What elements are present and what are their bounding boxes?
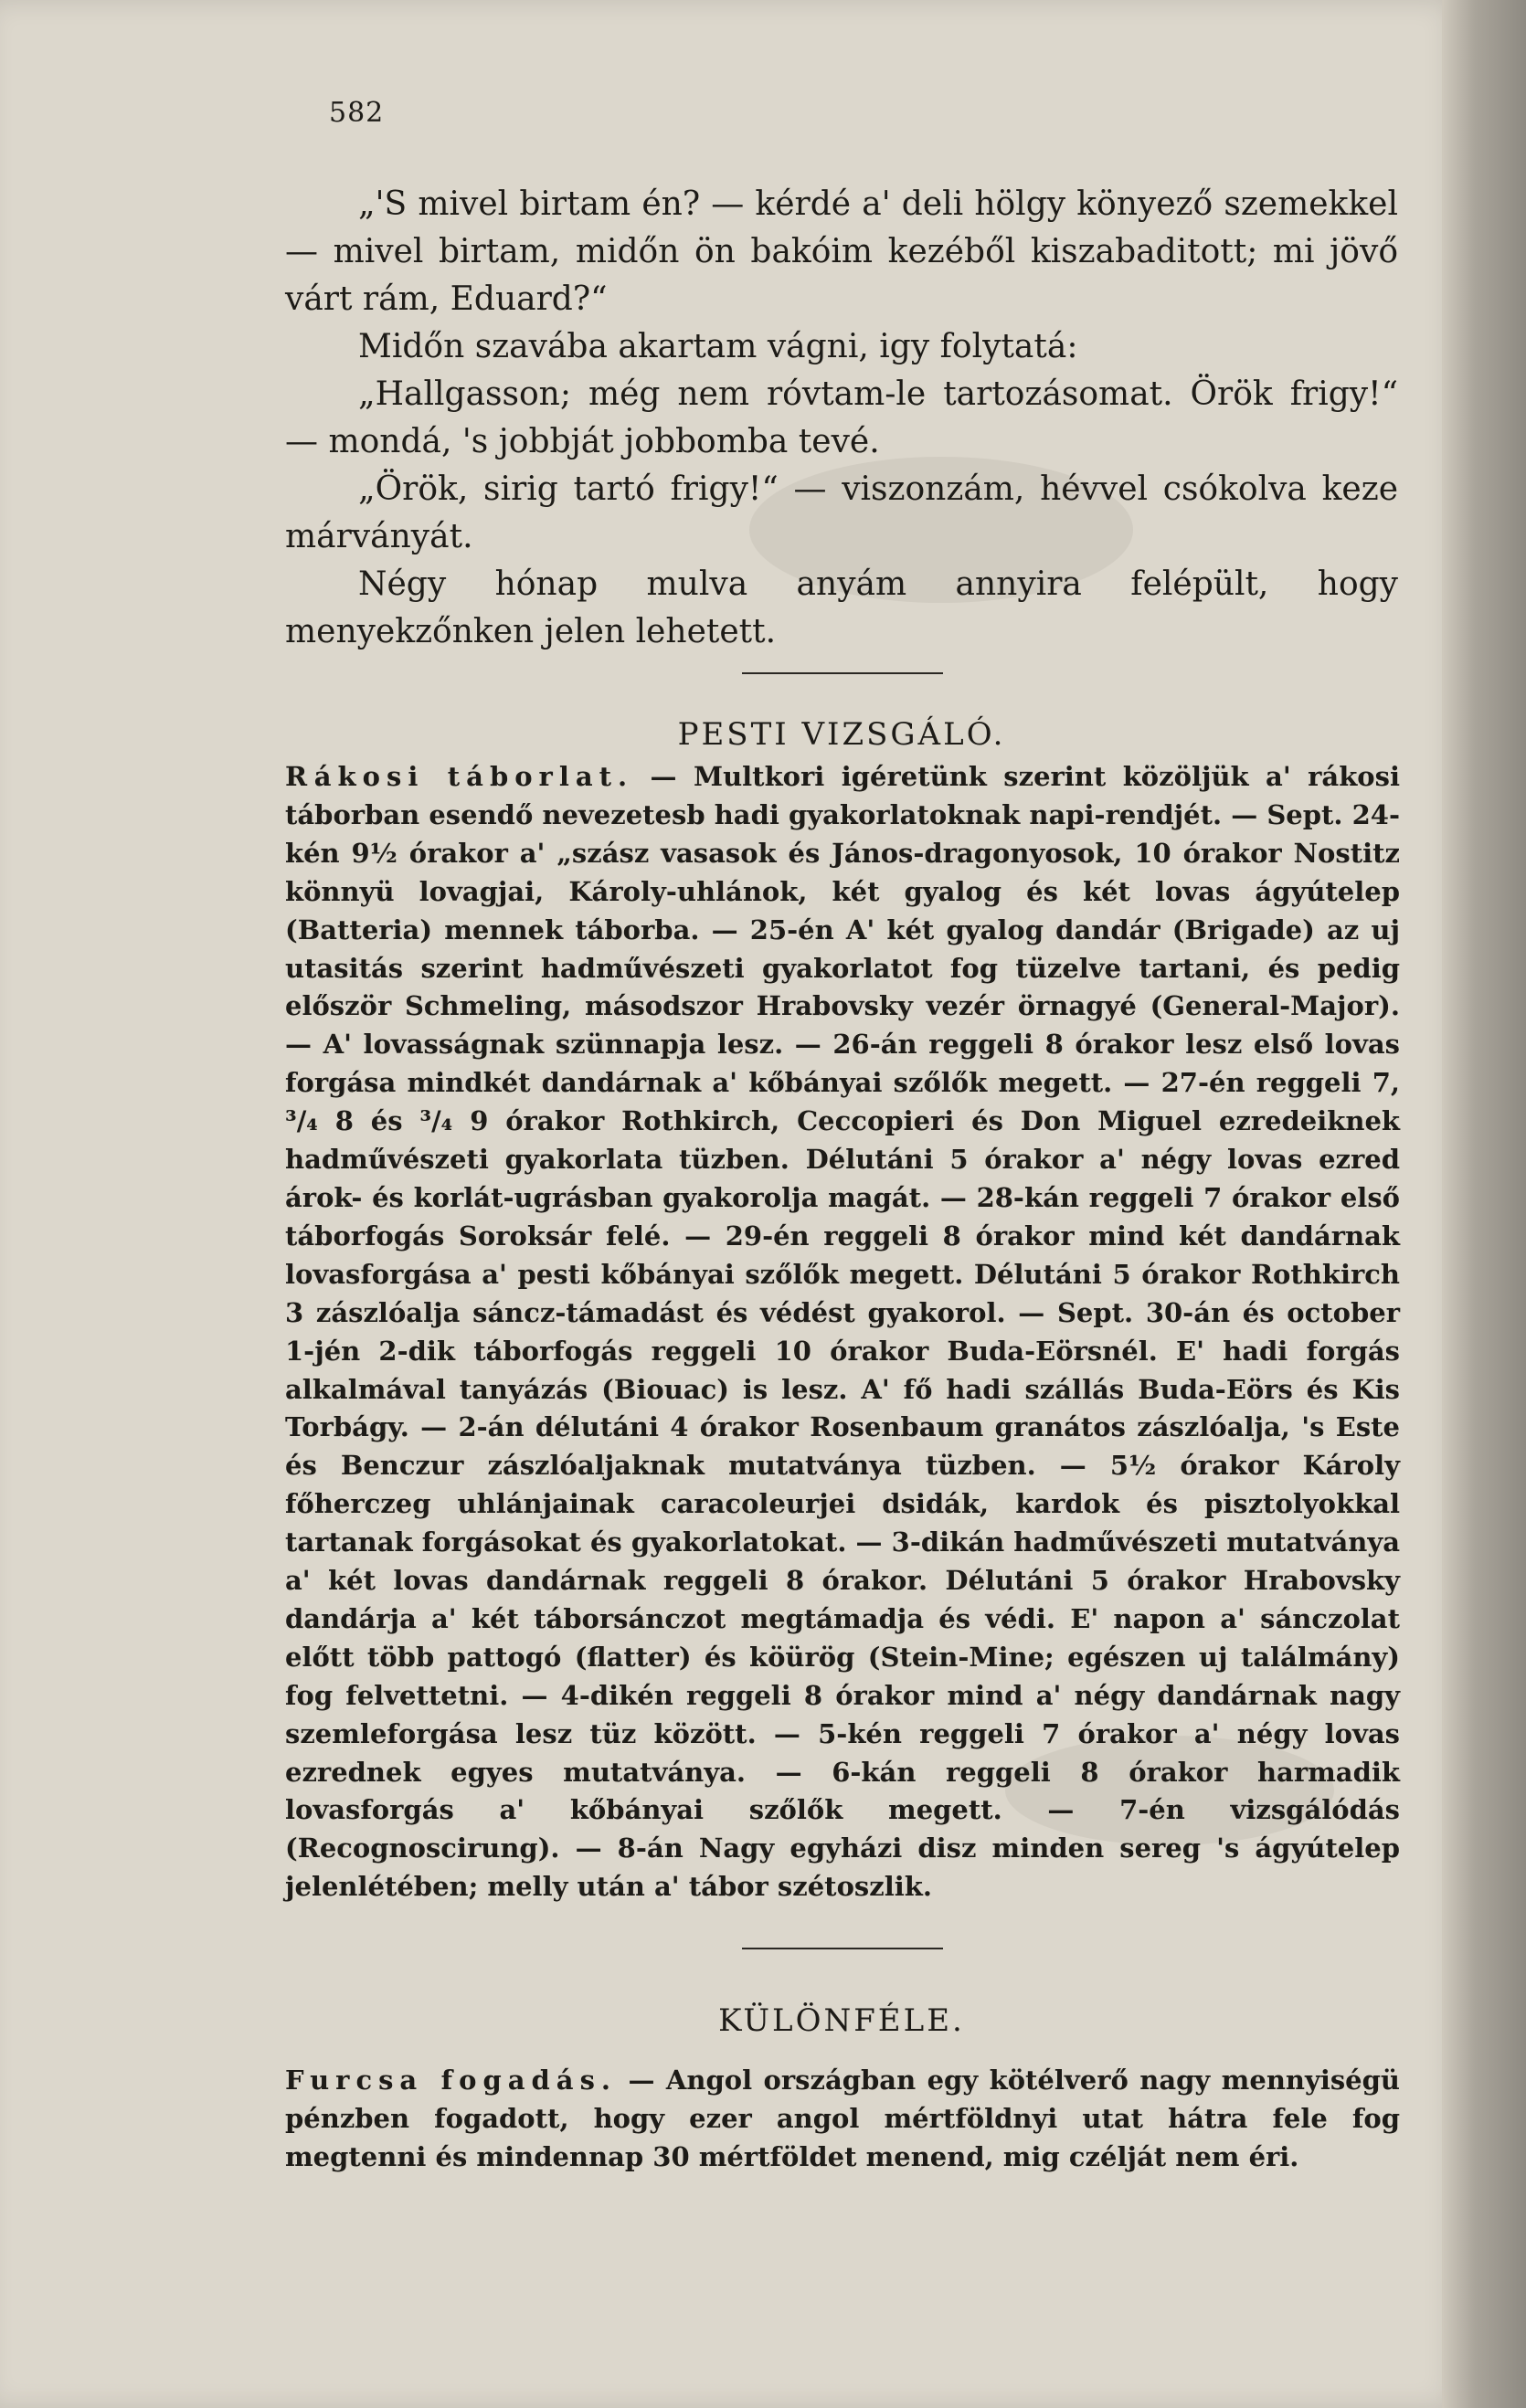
article-lead: Rákosi táborlat. bbox=[285, 761, 634, 792]
story-text bbox=[285, 181, 1398, 656]
story-paragraph: „Hallgasson; még nem róvtam-le tartozásomat. Örök frigy!“ — mondá, 's jobbját jobbomba tevé. bbox=[285, 375, 1398, 460]
section-title-kulonfele: KÜLÖNFÉLE. bbox=[718, 2002, 965, 2039]
article-lead: Furcsa fogadás. bbox=[285, 2065, 618, 2096]
story-paragraph: „'S mivel birtam én? — kérdé a' deli hölgy könyező szemekkel — mivel birtam, midőn ön bakóim kezéből kiszabaditott; mi jövő várt rám, Eduard?“ bbox=[285, 185, 1398, 318]
misc-article bbox=[285, 2061, 1400, 2176]
next-page-edge bbox=[1442, 0, 1526, 2408]
article-body: — Multkori igéretünk szerint közöljük a' rákosi táborban esendő nevezetesb hadi gyakorlatoknak napi-rendjét. — Sept. 24-kén 9½ órakor a' „szász vasasok és János-dragonyosok, 10 órakor Nostitz könnyü lovagjai, Károly-uhlánok, két gyalog és két lovas ágyútelep (Batteria) mennek táborba. — 25-én A' két gyalog dandár (Brigade) az uj utasitás szerint hadművészeti gyakorlatot fog tüzelve tartani, és pedig először Schmeling, másodszor Hrabovsky vezér örnagyé (General-Major). — A' lovasságnak szünnapja lesz. — 26-án reggeli 8 órakor lesz első lovas forgása mindkét dandárnak a' kőbányai szőlők megett. — 27-én reggeli 7, ³/₄ 8 és ³/₄ 9 órakor Rothkirch, Ceccopieri és Don Miguel ezredeiknek hadművészeti gyakorlata tüzben. Délutáni 5 órakor a' négy lovas ezred árok- és korlát-ugrásban gyakorolja magát. — 28-kán reggeli 7 órakor első táborfogás Soroksár felé. — 29-én reggeli 8 órakor mind két dandárnak lovasforgása a' pesti kőbányai szőlők megett. Délutáni 5 órakor Rothkirch 3 zászlóalja sáncz-támadást és védést gyakorol. — Sept. 30-án és october 1-jén 2-dik táborfogás reggeli 10 órakor Buda-Eörsnél. E' hadi forgás alkalmával tanyázás (Biouac) is lesz. A' fő hadi szállás Buda-Eörs és Kis Torbágy. — 2-án délutáni 4 órakor Rosenbaum granátos zászlóalja, 's Este és Benczur zászlóaljaknak mutatványa tüzben. — 5½ órakor Károly főherczeg uhlánjainak caracoleurjei dsidák, kardok és pisztolyokkal tartanak forgásokat és gyakorlatokat. — 3-dikán hadművészeti mutatványa a' két lovas dandárnak reggeli 8 órakor. Délutáni 5 órakor Hrabovsky dandárja a' két táborsánczot megtámadja és védi. E' napon a' sánczolat előtt több pattogó (flatter) és köürög (Stein-Mine; egészen uj találmány) fog felvettetni. — 4-dikén reggeli 8 órakor mind a' négy dandárnak nagy szemleforgása lesz tüz között. — 5-kén reggeli 7 órakor a' négy lovas ezrednek egyes mutatványa. — 6-kán reggeli 8 órakor harmadik lovasforgás a' kőbányai szőlők megett. — 7-én vizsgálódás (Recognoscirung). — 8-án Nagy egyházi disz minden sereg 's ágyútelep jelenlétében; melly után a' tábor szétoszlik. bbox=[285, 761, 1400, 1903]
story-paragraph: Négy hónap mulva anyám annyira felépült, hogy menyekzőnken jelen lehetett. bbox=[285, 565, 1398, 650]
page-number: 582 bbox=[329, 97, 385, 129]
story-paragraph: Midőn szavába akartam vágni, igy folytatá: bbox=[358, 328, 1078, 365]
section-title-pesti-vizsgalo: PESTI VIZSGÁLÓ. bbox=[677, 716, 1006, 753]
section-divider bbox=[742, 672, 943, 674]
article-body: — Angol országban egy kötélverő nagy mennyiségü pénzben fogadott, hogy ezer angol mértföldnyi utat hátra fele fog megtenni és mindennap 30 mértföldet menend, mig czélját nem éri. bbox=[285, 2065, 1400, 2172]
story-paragraph: „Örök, sirig tartó frigy!“ — viszonzám, hévvel csókolva keze márványát. bbox=[285, 470, 1398, 555]
news-article bbox=[285, 758, 1400, 1906]
section-divider bbox=[742, 1948, 943, 1949]
